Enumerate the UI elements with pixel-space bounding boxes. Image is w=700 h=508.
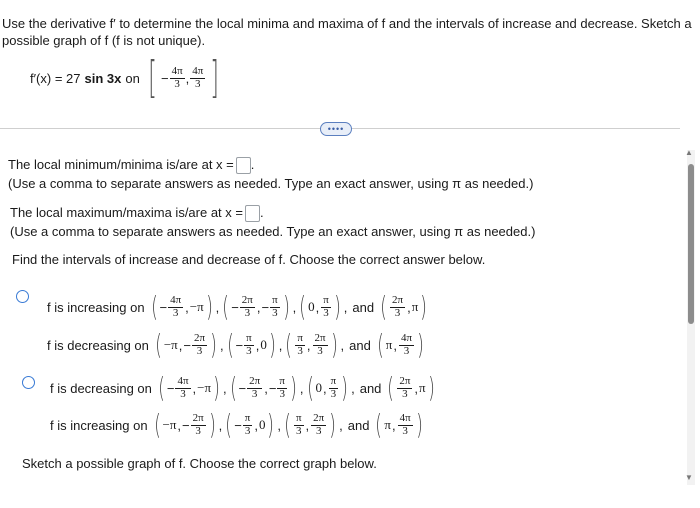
minima-answer-input[interactable] (236, 157, 251, 174)
derivative-lhs: f′(x) = 27 (30, 70, 81, 86)
sketch-prompt: Sketch a possible graph of f. Choose the correct graph below. (22, 456, 377, 471)
scroll-up-icon[interactable]: ▲ (685, 148, 693, 157)
option-b-radio[interactable] (22, 376, 35, 389)
minima-label: The local minimum/minima is/are at x = (8, 157, 234, 172)
option-b-line2-label: f is increasing on (50, 417, 148, 433)
instructions-text: Use the derivative f′ to determine the local minima and maxima of f and the intervals of increase and decrease. Sketch a possible graph of f (f is not unique). (2, 16, 692, 48)
interval-start-sign: − (160, 70, 169, 86)
option-a-line1: f is increasing on ( − $\frac{4\pi}{3}$ , −π ) , ( − $\frac{2\pi}{3}$ , − $\frac{\pi}{3}$ ) , ( 0 , $\frac{\pi}{3}$ ) , and ( $\frac{2\pi}{3}$ , π ) (47, 290, 428, 323)
scroll-down-icon[interactable]: ▼ (685, 473, 693, 482)
left-bracket: [ (148, 52, 157, 103)
scrollbar-thumb[interactable] (688, 164, 694, 324)
option-b-line1: f is decreasing on ( − $\frac{4\pi}{3}$ , −π ) , ( − $\frac{2\pi}{3}$ , − $\frac{\pi}{3}$ ) , ( 0 , $\frac{\pi}{3}$ ) , and ( $\frac{2\pi}{3}$ , π ) (50, 371, 435, 404)
intervals-prompt: Find the intervals of increase and decrease of f. Choose the correct answer below. (12, 252, 486, 267)
option-a-radio[interactable] (16, 290, 29, 303)
maxima-label: The local maximum/maxima is/are at x = (10, 205, 243, 220)
option-a-line2-label: f is decreasing on (47, 337, 149, 353)
option-b-line2: f is increasing on ( −π , − $\frac{2\pi}{3}$ ) , ( − $\frac{\pi}{3}$ , 0 ) , ( $\frac{\pi}{3}$ , $\frac{2\pi}{3}$ ) , and ( π , $\frac{4\pi}{3}$ ) (50, 408, 423, 441)
maxima-answer-input[interactable] (245, 205, 260, 222)
option-a-line2: f is decreasing on ( −π , − $\frac{2\pi}{3}$ ) , ( − $\frac{\pi}{3}$ , 0 ) , ( $\frac{\pi}{3}$ , $\frac{2\pi}{3}$ ) , and ( π , $\frac{4\pi}{3}$ ) (47, 328, 424, 361)
interval-start: $\frac{4\pi}{3}$ (171, 64, 183, 90)
maxima-hint: (Use a comma to separate answers as needed. Type an exact answer, using π as needed.) (10, 224, 536, 239)
derivative-on: on (125, 70, 140, 86)
interval-end: $\frac{4\pi}{3}$ (192, 64, 204, 90)
scrollbar-track[interactable] (687, 150, 695, 485)
right-bracket: ] (210, 52, 220, 103)
maxima-question: The local maximum/maxima is/are at x = . (10, 204, 264, 222)
option-b-line1-label: f is decreasing on (50, 380, 152, 396)
derivative-expression: f′(x) = 27 sin 3x on [ − $\frac{4\pi}{3}$ , $\frac{4\pi}{3}$ ] (30, 52, 220, 103)
derivative-func: sin 3x (84, 70, 122, 86)
expand-more-button[interactable]: •••• (320, 122, 352, 136)
option-a-line1-label: f is increasing on (47, 299, 145, 315)
minima-hint: (Use a comma to separate answers as needed. Type an exact answer, using π as needed.) (8, 176, 534, 191)
minima-question: The local minimum/minima is/are at x = . (8, 156, 254, 174)
